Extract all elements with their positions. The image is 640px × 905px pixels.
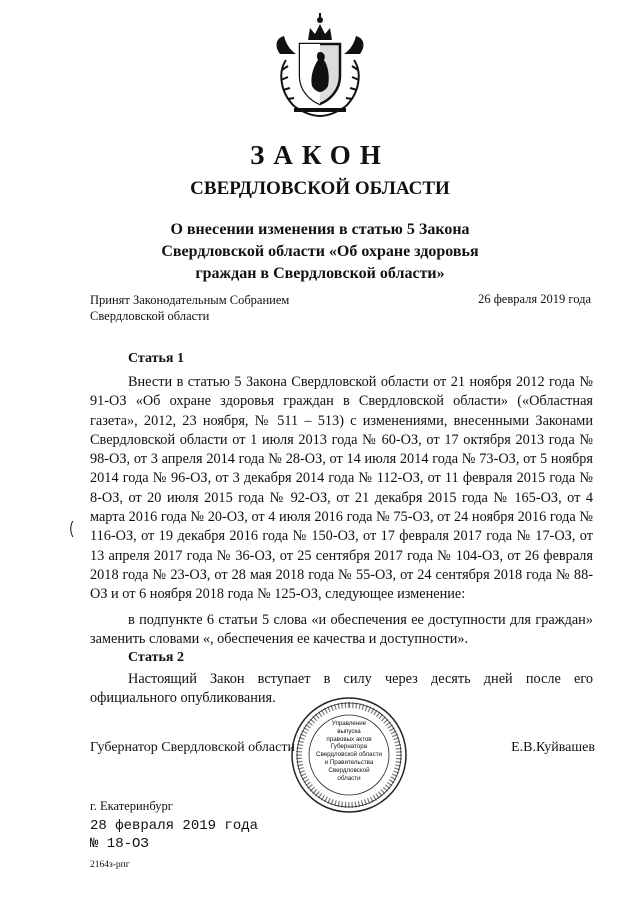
coat-of-arms-icon	[272, 10, 368, 120]
registration-code: 2164з-рпг	[90, 860, 130, 870]
stamp-line: Губернатора	[330, 743, 368, 751]
adoption-date: 26 февраля 2019 года	[478, 292, 591, 306]
typed-date: 28 февраля 2019 года	[90, 818, 259, 834]
city: г. Екатеринбург	[90, 799, 173, 813]
article-1-text	[90, 373, 593, 649]
adoption-line: Свердловской области	[90, 309, 210, 323]
adoption-info	[90, 292, 289, 324]
document-region: СВЕРДЛОВСКОЙ ОБЛАСТИ	[190, 178, 450, 199]
adoption-line: Принят Законодательным Собранием	[90, 293, 290, 307]
stamp-line: Свердловской области	[315, 751, 382, 759]
stamp-line: выпуска	[337, 727, 361, 735]
law-subject	[60, 219, 580, 285]
governor-name: Е.В.Куйвашев	[511, 740, 595, 755]
article-1-heading: Статья 1	[128, 351, 184, 366]
governor-title: Губернатор Свердловской области	[90, 740, 295, 755]
article-2-heading: Статья 2	[128, 650, 184, 665]
article-2-paragraph: Настоящий Закон вступает в силу через десять дней после его официального опубликования.	[90, 671, 593, 707]
stamp-line: области	[337, 774, 361, 782]
article-1-paragraph: Внести в статью 5 Закона Свердловской области от 21 ноября 2012 года № 91-ОЗ «Об охране здоровья граждан в Свердловской области» («Областная газета», 2012, 23 ноября, № 511 – 513) с изменениями, внесенными Законами Свердловской области от 1 июля 2013 года № 60-ОЗ, от 17 октября 2013 года № 98-ОЗ, от 3 апреля 2014 года № 28-ОЗ, от 14 июля 2014 года № 73-ОЗ, от 5 ноября 2014 года № 96-ОЗ, от 3 декабря 2014 года № 112-ОЗ, от 11 февраля 2015 года № 8-ОЗ, от 20 июля 2015 года № 92-ОЗ, от 21 декабря 2015 года № 165-ОЗ, от 4 марта 2016 года № 20-ОЗ, от 4 июля 2016 года № 75-ОЗ, от 24 ноября 2016 года № 116-ОЗ, от 19 декабря 2016 года № 150-ОЗ, от 17 февраля 2017 года № 17-ОЗ, от 13 апреля 2017 года № 36-ОЗ, от 25 сентября 2017 года № 104-ОЗ, от 26 февраля 2018 года № 23-ОЗ, от 28 мая 2018 года № 55-ОЗ, от 24 сентября 2018 года № 88-ОЗ и от 6 ноября 2018 года № 125-ОЗ, следующее изменение:	[90, 374, 593, 603]
subject-line: граждан в Свердловской области»	[195, 265, 445, 282]
stamp-line: Управление	[331, 720, 367, 727]
subject-line: Свердловской области «Об охране здоровья	[161, 243, 479, 260]
stamp-line: и Правительства	[324, 758, 374, 766]
law-number: № 18-ОЗ	[90, 836, 149, 852]
stamp-center-text	[312, 720, 386, 782]
stamp-line: правовых актов	[326, 735, 372, 743]
official-stamp	[290, 696, 408, 814]
margin-mark-icon	[69, 520, 75, 538]
subject-line: О внесении изменения в статью 5 Закона	[170, 221, 470, 238]
document-title: ЗАКОН	[250, 140, 390, 170]
article-1-paragraph: в подпункте 6 статьи 5 слова «и обеспечения ее доступности для граждан» заменить словами «, обеспечения ее качества и доступности».	[90, 611, 593, 647]
stamp-line: Свердловской	[328, 766, 370, 774]
